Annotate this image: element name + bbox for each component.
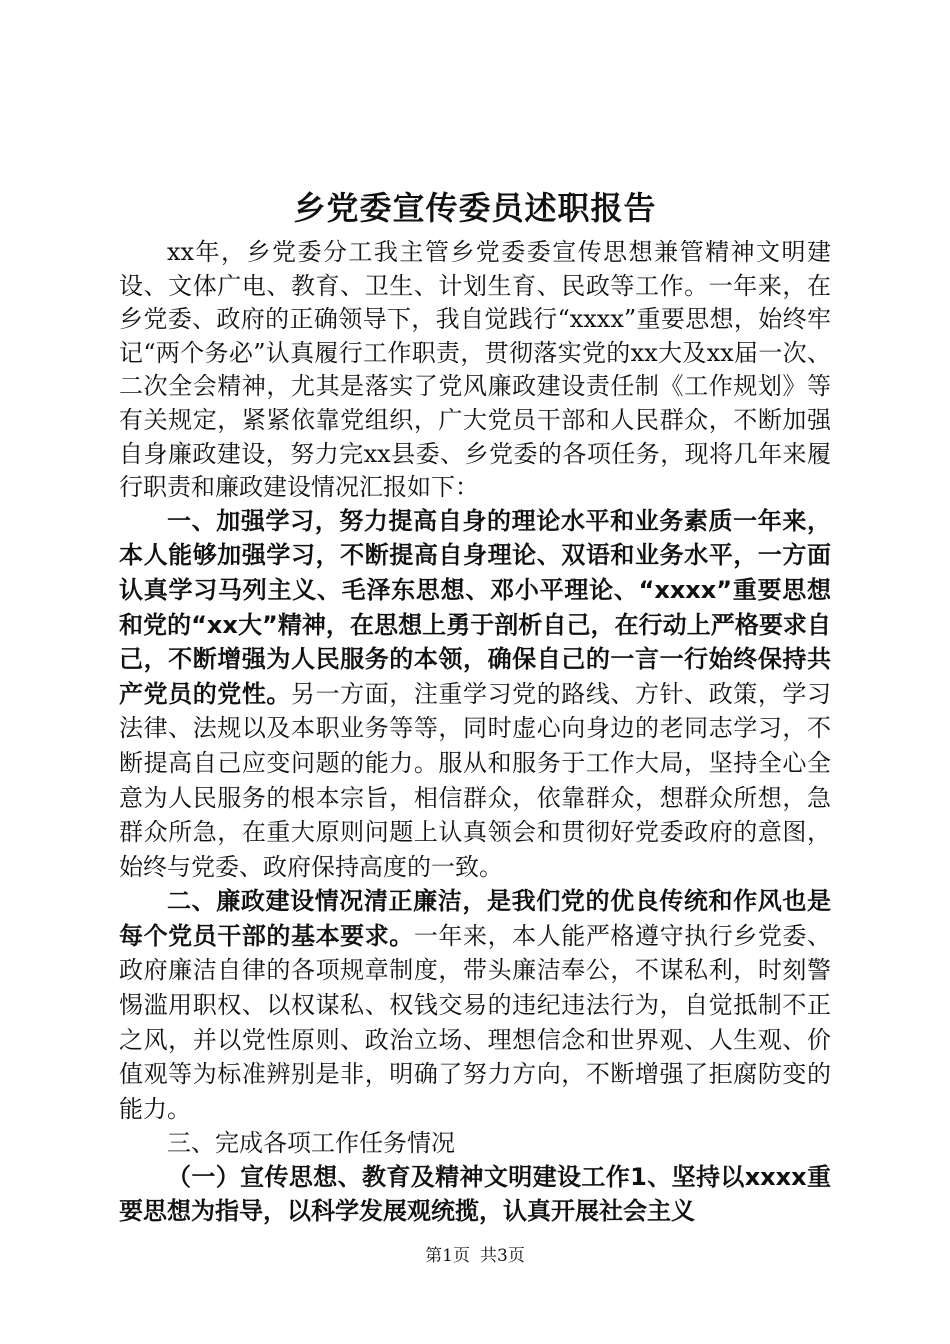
paragraph-lead: 一、加强学习，努力提高自身的理论水平和业务素质一年来，本人能够加强学习，不断提高自身理论、双语和业务水平，一方面认真学习马列主义、毛泽东思想、邓小平理论、“xxxx”重要思想和党的“xx大”精神，在思想上勇于剖析自己，在行动上严格要求自己，不断增强为人民服务的本领，确保自己的一言一行始终保持共产党员的党性。 xyxy=(119,506,831,708)
section-heading: 三、完成各项工作任务情况 xyxy=(167,1129,455,1158)
paragraph-section-2 xyxy=(119,885,831,1127)
page-number: 第1页 xyxy=(425,1246,470,1266)
page-footer xyxy=(0,1244,950,1268)
subsection-paragraph: （一）宣传思想、教育及精神文明建设工作1、坚持以xxxx重要思想为指导，以科学发展观统揽，认真开展社会主义 xyxy=(119,1163,831,1225)
paragraph-intro xyxy=(119,236,831,505)
document-body xyxy=(119,236,831,1228)
paragraph-text: xx年，乡党委分工我主管乡党委委宣传思想兼管精神文明建设、文体广电、教育、卫生、计划生育、民政等工作。一年来，在乡党委、政府的正确领导下，我自觉践行“xxxx”重要思想，始终牢记“两个务必”认真履行工作职责，贯彻落实党的xx大及xx届一次、二次全会精神，尤其是落实了党风廉政建设责任制《工作规划》等有关规定，紧紧依靠党组织，广大党员干部和人民群众，不断加强自身廉政建设，努力完xx县委、乡党委的各项任务，现将几年来履行职责和廉政建设情况汇报如下： xyxy=(119,238,831,502)
paragraph-lead: 二、廉政建设情况清正廉洁，是我们党的优良传统和作风也是每个党员干部的基本要求。 xyxy=(119,887,831,950)
paragraph-text: 另一方面，注重学习党的路线、方针、政策，学习法律、法规以及本职业务等等，同时虚心向身边的老同志学习，不断提高自己应变问题的能力。服从和服务于工作大局，坚持全心全意为人民服务的根本宗旨，相信群众，依靠群众，想群众所想，急群众所急，在重大原则问题上认真领会和贯彻好党委政府的意图，始终与党委、政府保持高度的一致。 xyxy=(119,679,831,881)
page-total: 共3页 xyxy=(480,1246,525,1266)
paragraph-text: 一年来，本人能严格遵守执行乡党委、政府廉洁自律的各项规章制度，带头廉洁奉公，不谋私利，时刻警惕滥用职权、以权谋私、权钱交易的违纪违法行为，自觉抵制不正之风，并以党性原则、政治立场、理想信念和世界观、人生观、价值观等为标准辨别是非，明确了努力方向，不断增强了拒腐防变的能力。 xyxy=(119,921,832,1123)
paragraph-section-1 xyxy=(119,505,831,886)
document-title: 乡党委宣传委员述职报告 xyxy=(293,189,657,227)
